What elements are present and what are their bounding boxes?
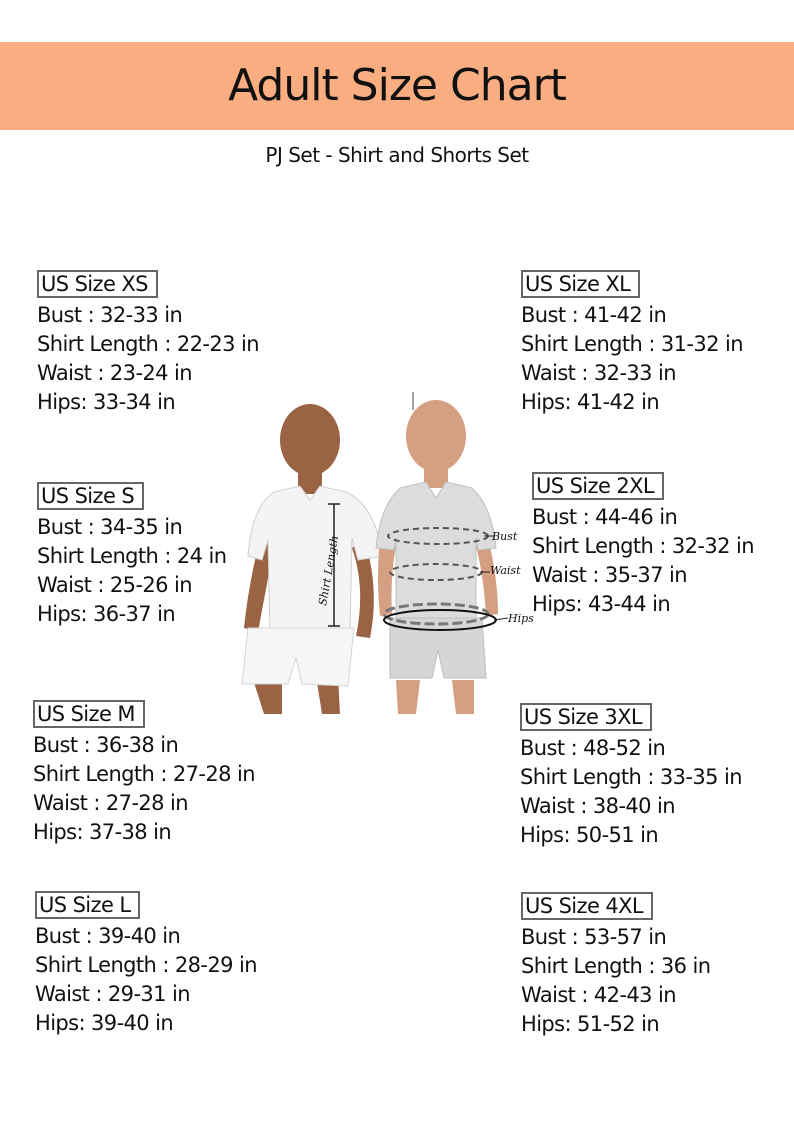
bust-value: Bust : 39-40 in xyxy=(35,924,181,948)
hips-value: Hips: 39-40 in xyxy=(35,1011,174,1035)
size-block-s xyxy=(37,482,226,629)
shirt-length-value: Shirt Length : 36 in xyxy=(521,954,711,978)
size-label: US Size M xyxy=(33,700,145,728)
hips-value: Hips: 50-51 in xyxy=(520,823,659,847)
hips-value: Hips: 37-38 in xyxy=(33,820,172,844)
shirt-length-value: Shirt Length : 27-28 in xyxy=(33,762,255,786)
size-label: US Size L xyxy=(35,891,140,919)
hips-value: Hips: 36-37 in xyxy=(37,602,176,626)
waist-value: Waist : 35-37 in xyxy=(532,563,687,587)
waist-value: Waist : 42-43 in xyxy=(521,983,676,1007)
bust-value: Bust : 32-33 in xyxy=(37,303,183,327)
model-illustration xyxy=(230,388,550,718)
bust-value: Bust : 34-35 in xyxy=(37,515,183,539)
waist-value: Waist : 29-31 in xyxy=(35,982,190,1006)
size-label: US Size 2XL xyxy=(532,472,664,500)
size-block-2xl xyxy=(532,472,754,619)
size-block-3xl xyxy=(520,703,742,850)
size-block-xl xyxy=(521,270,743,417)
bust-value: Bust : 53-57 in xyxy=(521,925,667,949)
shirt-length-callout: Shirt Length xyxy=(316,534,342,607)
size-block-m xyxy=(33,700,255,847)
hips-value: Hips: 33-34 in xyxy=(37,390,176,414)
hips-value: Hips: 51-52 in xyxy=(521,1012,660,1036)
hips-value: Hips: 43-44 in xyxy=(532,592,671,616)
bust-value: Bust : 48-52 in xyxy=(520,736,666,760)
bust-value: Bust : 44-46 in xyxy=(532,505,678,529)
hips-callout: Hips xyxy=(508,612,534,625)
waist-value: Waist : 25-26 in xyxy=(37,573,192,597)
waist-value: Waist : 27-28 in xyxy=(33,791,188,815)
size-block-l xyxy=(35,891,257,1038)
size-label: US Size 3XL xyxy=(520,703,652,731)
bust-value: Bust : 36-38 in xyxy=(33,733,179,757)
shirt-length-value: Shirt Length : 24 in xyxy=(37,544,227,568)
hips-value: Hips: 41-42 in xyxy=(521,390,660,414)
models-svg xyxy=(230,388,550,718)
waist-value: Waist : 38-40 in xyxy=(520,794,675,818)
shirt-length-value: Shirt Length : 32-32 in xyxy=(532,534,754,558)
shirt-length-value: Shirt Length : 31-32 in xyxy=(521,332,743,356)
size-label: US Size XS xyxy=(37,270,158,298)
shirt-length-value: Shirt Length : 28-29 in xyxy=(35,953,257,977)
shirt-length-value: Shirt Length : 22-23 in xyxy=(37,332,259,356)
waist-callout: Waist xyxy=(490,564,521,577)
size-label: US Size 4XL xyxy=(521,892,653,920)
bust-value: Bust : 41-42 in xyxy=(521,303,667,327)
size-block-xs xyxy=(37,270,259,417)
left-model xyxy=(242,404,382,714)
right-model xyxy=(376,392,534,714)
shirt-length-value: Shirt Length : 33-35 in xyxy=(520,765,742,789)
size-block-4xl xyxy=(521,892,710,1039)
waist-value: Waist : 23-24 in xyxy=(37,361,192,385)
bust-callout: Bust xyxy=(492,530,518,543)
size-label: US Size XL xyxy=(521,270,640,298)
page-subtitle: PJ Set - Shirt and Shorts Set xyxy=(265,143,529,167)
waist-value: Waist : 32-33 in xyxy=(521,361,676,385)
size-label: US Size S xyxy=(37,482,144,510)
page-title: Adult Size Chart xyxy=(228,60,566,111)
